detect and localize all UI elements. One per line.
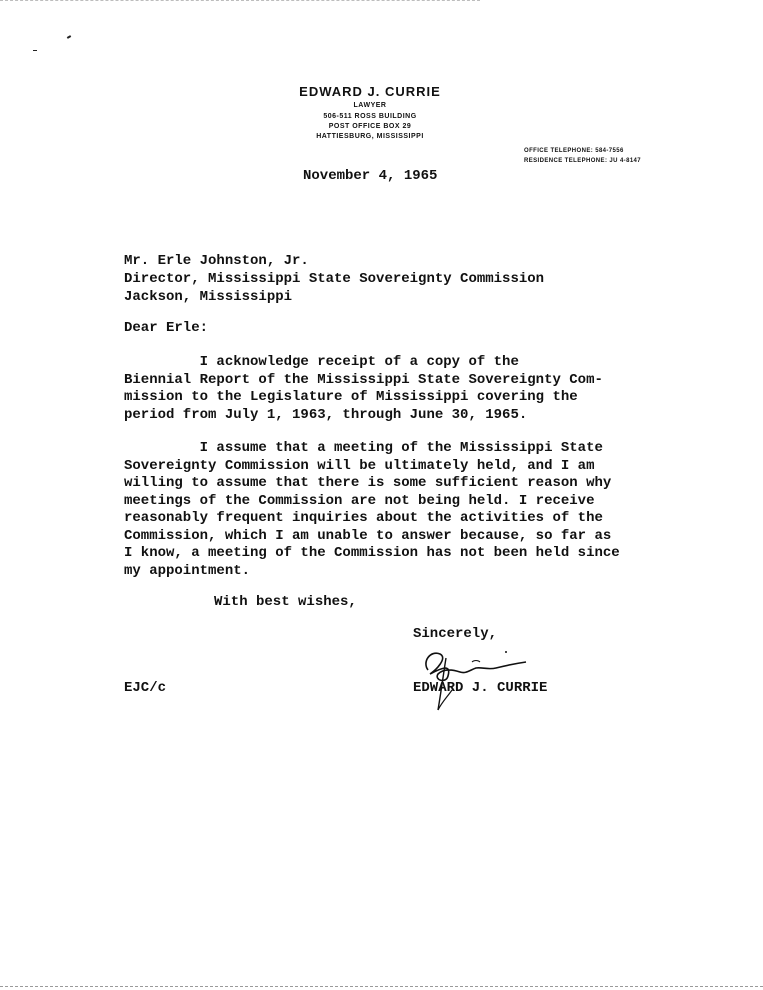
salutation: Dear Erle: (124, 320, 209, 336)
handwritten-signature (408, 640, 538, 712)
letter-date: November 4, 1965 (303, 168, 438, 184)
body-paragraph-1: I acknowledge receipt of a copy of the Biennial Report of the Mississippi State Sovereignty Com- mission to the Legislature of Mississippi covering the period from July 1, 1963, through June 30, 1965. (124, 354, 603, 423)
signoff: Sincerely, (413, 626, 498, 642)
top-border-dashes (0, 0, 480, 1)
letterhead-address-line1: 506-511 ROSS BUILDING (323, 113, 417, 120)
closing-line: With best wishes, (214, 594, 357, 610)
body-paragraph-2: I assume that a meeting of the Mississippi State Sovereignty Commission will be ultimately held, and I am willing to assume that there is some sufficient reason why meetings of the Commission are not being held. I receive reasonably frequent inquiries about the activities of the Commission, which I am unable to answer because, so far as I know, a meeting of the Commission has not been held since my appointment. (124, 440, 620, 579)
letterhead-title: LAWYER (353, 102, 387, 109)
addressee-line3: Jackson, Mississippi (124, 289, 293, 305)
residence-phone: RESIDENCE TELEPHONE: JU 4-8147 (524, 158, 642, 164)
letterhead-address-line3: HATTIESBURG, MISSISSIPPI (316, 133, 424, 140)
scan-speck (33, 50, 37, 51)
letterhead-address-line2: POST OFFICE BOX 29 (328, 123, 412, 130)
signatory-name: EDWARD J. CURRIE (413, 680, 548, 696)
bottom-border-dashes (0, 986, 763, 987)
addressee-line1: Mr. Erle Johnston, Jr. (124, 253, 309, 269)
typist-initials: EJC/c (124, 680, 167, 696)
letterhead-name: EDWARD J. CURRIE (299, 84, 441, 99)
scan-speck (67, 35, 71, 39)
addressee-block (124, 252, 544, 306)
office-phone: OFFICE TELEPHONE: 584-7556 (524, 148, 624, 154)
addressee-line2: Director, Mississippi State Sovereignty Commission (124, 271, 545, 287)
